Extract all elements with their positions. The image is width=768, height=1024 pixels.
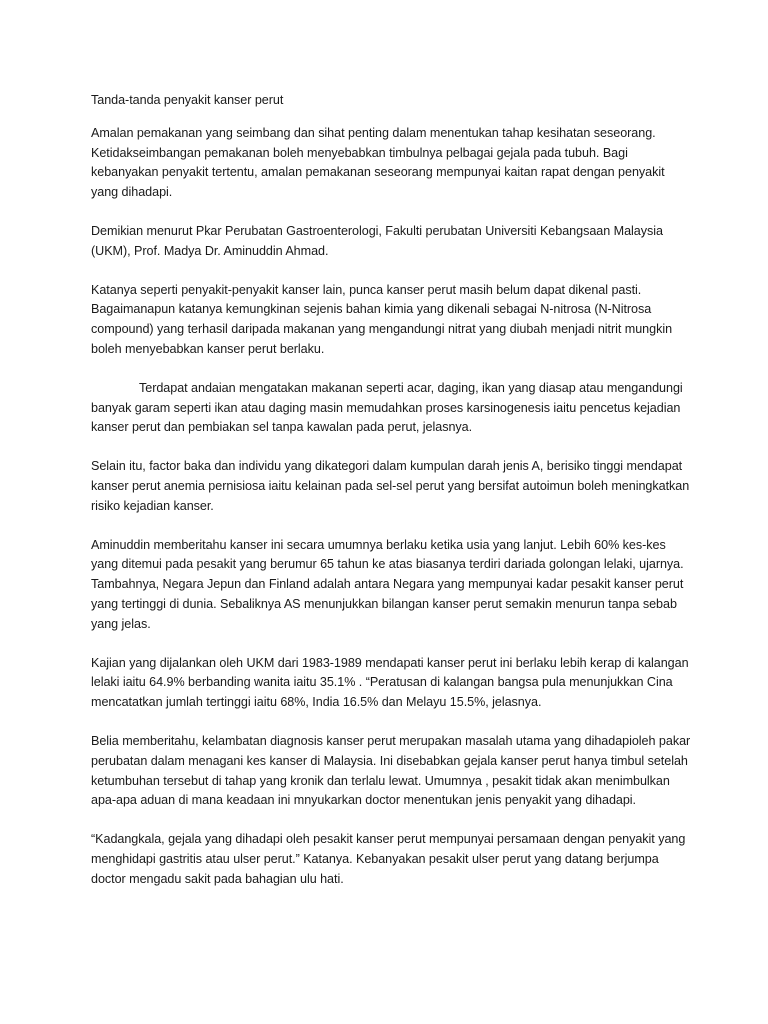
paragraph-9: “Kadangkala, gejala yang dihadapi oleh pesakit kanser perut mempunyai persamaan dengan penyakit yang menghidapi gastritis atau ulser perut.” Katanya. Kebanyakan pesakit ulser perut yang datang berjumpa doctor mengadu sakit pada bahagian ulu hati. (91, 832, 686, 886)
paragraph-5: Selain itu, factor baka dan individu yang dikategori dalam kumpulan darah jenis A, berisiko tinggi mendapat kanser perut anemia pernisiosa iaitu kelainan pada sel-sel perut yang bersifat autoimun boleh meningkatkan risiko kejadian kanser. (91, 459, 690, 513)
paragraph-7: Kajian yang dijalankan oleh UKM dari 1983-1989 mendapati kanser perut ini berlaku lebih kerap di kalangan lelaki iaitu 64.9% berbanding wanita iaitu 35.1% . “Peratusan di kalangan bangsa pula menunjukkan Cina mencatatkan jumlah tertinggi iaitu 68%, India 16.5% dan Melayu 15.5%, jelasnya. (91, 655, 689, 710)
paragraph-1: Amalan pemakanan yang seimbang dan sihat penting dalam menentukan tahap kesihatan seseorang. Ketidakseimbangan pemakanan boleh menyebabkan timbulnya pelbagai gejala pada tubuh. Bagi kebanyakan penyakit tertentu, amalan pemakanan seseorang mempunyai kaitan rapat dengan penyakit yang dihadapi. (91, 125, 665, 200)
paragraph-6: Aminuddin memberitahu kanser ini secara umumnya berlaku ketika usia yang lanjut. Lebih 60% kes-kes yang ditemui pada pesakit yang berumur 65 tahun ke atas biasanya terdiri dariada golongan lelaki, ujarnya. Tambahnya, Negara Jepun dan Finland adalah antara Negara yang mempunyai kadar pesakit kanser perut yang tertinggi di dunia. Sebaliknya AS menunjukkan bilangan kanser perut semakin menurun tanpa sebab yang jelas. (91, 537, 684, 631)
paragraph-4: Terdapat andaian mengatakan makanan seperti acar, daging, ikan yang diasap atau mengandungi banyak garam seperti ikan atau daging masin memudahkan proses karsinogenesis iaitu pencetus kejadian kanser perut dan pembiakan sel tanpa kawalan pada perut, jelasnya. (91, 380, 683, 435)
document-body (91, 91, 691, 909)
paragraph-2: Demikian menurut Pkar Perubatan Gastroenterologi, Fakulti perubatan Universiti Kebangsaan Malaysia (UKM), Prof. Madya Dr. Aminuddin Ahmad. (91, 223, 663, 258)
document-title: Tanda-tanda penyakit kanser perut (91, 93, 284, 107)
paragraph-3: Katanya seperti penyakit-penyakit kanser lain, punca kanser perut masih belum dapat dikenal pasti. Bagaimanapun katanya kemungkinan sejenis bahan kimia yang dikenali sebagai N-nitrosa (N-Nitrosa compound) yang terhasil daripada makanan yang mengandungi nitrat yang diubah menjadi nitrit mungkin boleh menyebabkan kanser perut berlaku. (91, 282, 673, 356)
paragraph-8: Belia memberitahu, kelambatan diagnosis kanser perut merupakan masalah utama yang dihadapioleh pakar perubatan dalam menagani kes kanser di Malaysia. Ini disebabkan gejala kanser perut hanya timbul setelah ketumbuhan tersebut di tahap yang kronik dan terlalu lewat. Umumnya , pesakit tidak akan menimbulkan apa-apa aduan di mana keadaan ini mnyukarkan doctor menentukan jenis penyakit yang dihadapi. (91, 733, 691, 808)
